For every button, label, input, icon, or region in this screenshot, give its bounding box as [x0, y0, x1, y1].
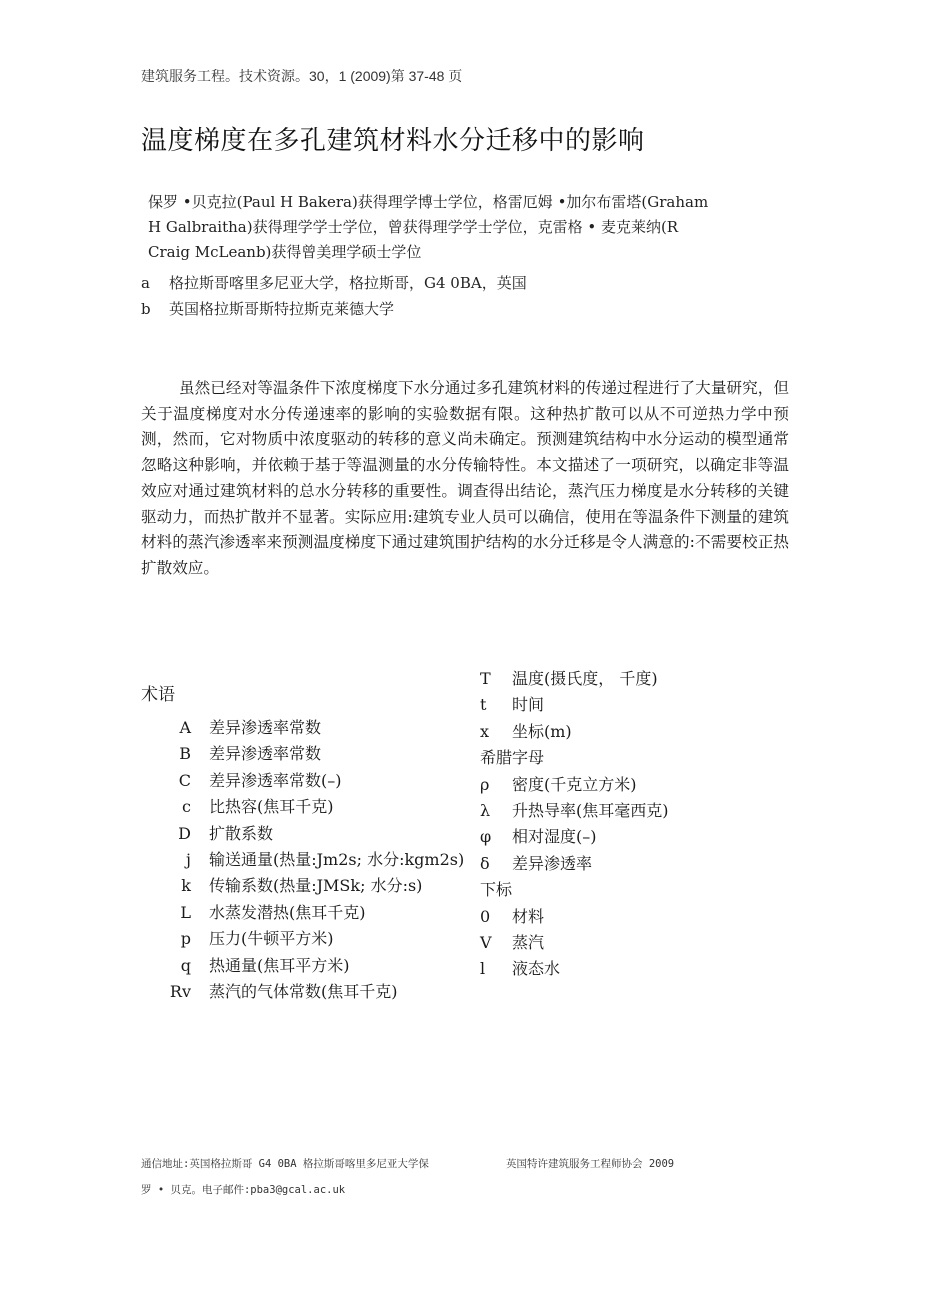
nomenclature-row — [480, 854, 592, 874]
nomenclature-symbol: V — [480, 933, 492, 952]
footer-email-line: 罗 • 贝克。电子邮件:pba3@gcal.ac.uk — [141, 1184, 346, 1196]
nomenclature-description: 水蒸发潜热(焦耳千克) — [209, 902, 366, 922]
paper-title: 温度梯度在多孔建筑材料水分迁移中的影响 — [141, 126, 645, 156]
author-line: Craig McLeanb)获得曾美理学硕士学位 — [148, 243, 422, 261]
nomenclature-description: 输送通量(热量:Jm2s; 水分:kgm2s) — [209, 850, 465, 869]
nomenclature-description: 差异渗透率 — [512, 853, 593, 873]
nomenclature-row — [141, 744, 321, 764]
nomenclature-row — [141, 956, 350, 976]
nomenclature-symbol: j — [186, 850, 191, 869]
affiliation-a — [141, 272, 527, 293]
nomenclature-description: 差异渗透率常数 — [209, 744, 322, 764]
nomenclature-description: 希腊字母 — [480, 748, 545, 768]
nomenclature-symbol: λ — [480, 801, 491, 820]
nomenclature-symbol: t — [480, 695, 487, 715]
footer-address-line: 通信地址:英国格拉斯哥 G4 0BA 格拉斯哥喀里多尼亚大学保 — [141, 1158, 429, 1170]
nomenclature-symbol: x — [480, 721, 490, 741]
nomenclature-row — [480, 775, 637, 795]
nomenclature-row — [480, 748, 544, 768]
author-list — [148, 190, 793, 265]
affiliation-text: 格拉斯哥喀里多尼亚大学，格拉斯哥，G4 0BA，英国 — [169, 274, 527, 292]
nomenclature-description: 相对湿度(–) — [512, 827, 597, 847]
footer-society: 英国特许建筑服务工程师协会 2009 — [506, 1158, 675, 1170]
nomenclature-description: 差异渗透率常数 — [209, 718, 322, 737]
nomenclature-row — [480, 827, 597, 847]
affiliation-b — [141, 298, 394, 319]
nomenclature-description: 液态水 — [512, 959, 561, 979]
nomenclature-description: 蒸汽的气体常数(焦耳千克) — [209, 982, 398, 1001]
nomenclature-symbol: B — [179, 744, 191, 764]
nomenclature-row — [480, 695, 544, 715]
nomenclature-symbol: δ — [480, 853, 490, 873]
nomenclature-symbol: Rv — [169, 982, 191, 1001]
nomenclature-description: 升热导率(焦耳毫西克) — [512, 801, 669, 820]
abstract-paragraph: 虽然已经对等温条件下浓度梯度下水分通过多孔建筑材料的传递过程进行了大量研究，但关于温度梯度对水分传递速率的影响的实验数据有限。这种热扩散可以从不可逆热力学中预测，然而，它对物质中浓度驱动的转移的意义尚未确定。预测建筑结构中水分运动的模型通常忽略这种影响，并依赖于基于等温测量的水分传输特性。本文描述了一项研究，以确定非等温效应对通过建筑材料的总水分转移的重要性。调查得出结论，蒸汽压力梯度是水分转移的关键驱动力，而热扩散并不显著。实际应用:建筑专业人员可以确信，使用在等温条件下测量的建筑材料的蒸汽渗透率来预测温度梯度下通过建筑围护结构的水分迁移是令人满意的:不需要校正热扩散效应。 — [141, 379, 789, 577]
nomenclature-symbol: k — [181, 876, 191, 896]
nomenclature-description: 下标 — [480, 880, 513, 900]
nomenclature-description: 密度(千克立方米) — [512, 774, 637, 794]
nomenclature-row — [141, 982, 398, 1002]
nomenclature-description: 比热容(焦耳千克) — [209, 797, 334, 817]
nomenclature-heading: 术语 — [141, 685, 175, 705]
nomenclature-symbol: C — [178, 770, 191, 790]
nomenclature-row — [141, 850, 464, 870]
nomenclature-row — [480, 722, 572, 742]
nomenclature-symbol: q — [180, 955, 191, 975]
nomenclature-symbol: D — [178, 823, 191, 843]
nomenclature-row — [141, 797, 334, 817]
journal-citation: 建筑服务工程。技术资源。30，1 (2009)第 37-48 页 — [141, 68, 463, 84]
nomenclature-row — [141, 903, 366, 923]
nomenclature-row — [141, 929, 334, 949]
nomenclature-symbol: ρ — [480, 774, 490, 794]
nomenclature-symbol: L — [180, 902, 191, 922]
nomenclature-symbol: c — [182, 797, 191, 817]
nomenclature-row — [480, 669, 658, 689]
nomenclature-row — [141, 718, 321, 738]
author-line: H Galbraitha)获得理学学士学位，曾获得理学学士学位，克雷格 • 麦克莱纳(R — [148, 218, 679, 236]
nomenclature-symbol: A — [179, 718, 191, 737]
nomenclature-description: 坐标(m) — [512, 721, 572, 741]
nomenclature-row — [141, 824, 273, 844]
nomenclature-row — [480, 933, 544, 953]
nomenclature-description: 温度(摄氏度， 千度) — [512, 669, 658, 688]
nomenclature-symbol: φ — [480, 827, 492, 847]
nomenclature-row — [141, 876, 422, 896]
nomenclature-symbol: 0 — [480, 906, 491, 926]
nomenclature-symbol: T — [480, 669, 491, 688]
affiliation-tag: a — [141, 274, 150, 292]
nomenclature-row — [480, 801, 669, 821]
author-line: 保罗 •贝克拉(Paul H Bakera)获得理学博士学位，格雷厄姆 •加尔布雷塔(Graham — [148, 193, 709, 211]
nomenclature-description: 传输系数(热量:JMSk; 水分:s) — [209, 876, 423, 896]
nomenclature-symbol: p — [180, 929, 191, 949]
nomenclature-description: 热通量(焦耳平方米) — [209, 955, 350, 975]
nomenclature-row — [141, 771, 342, 791]
nomenclature-row — [480, 959, 560, 979]
nomenclature-description: 蒸汽 — [512, 933, 545, 952]
nomenclature-symbol: l — [480, 959, 486, 979]
nomenclature-row — [480, 880, 512, 900]
nomenclature-row — [480, 907, 544, 927]
nomenclature-description: 扩散系数 — [209, 823, 274, 843]
affiliation-text: 英国格拉斯哥斯特拉斯克莱德大学 — [169, 300, 395, 318]
affiliation-tag: b — [141, 300, 151, 318]
nomenclature-description: 压力(牛顿平方米) — [209, 929, 334, 949]
nomenclature-description: 时间 — [512, 695, 545, 715]
nomenclature-description: 材料 — [512, 906, 545, 926]
nomenclature-description: 差异渗透率常数(–) — [209, 770, 342, 790]
